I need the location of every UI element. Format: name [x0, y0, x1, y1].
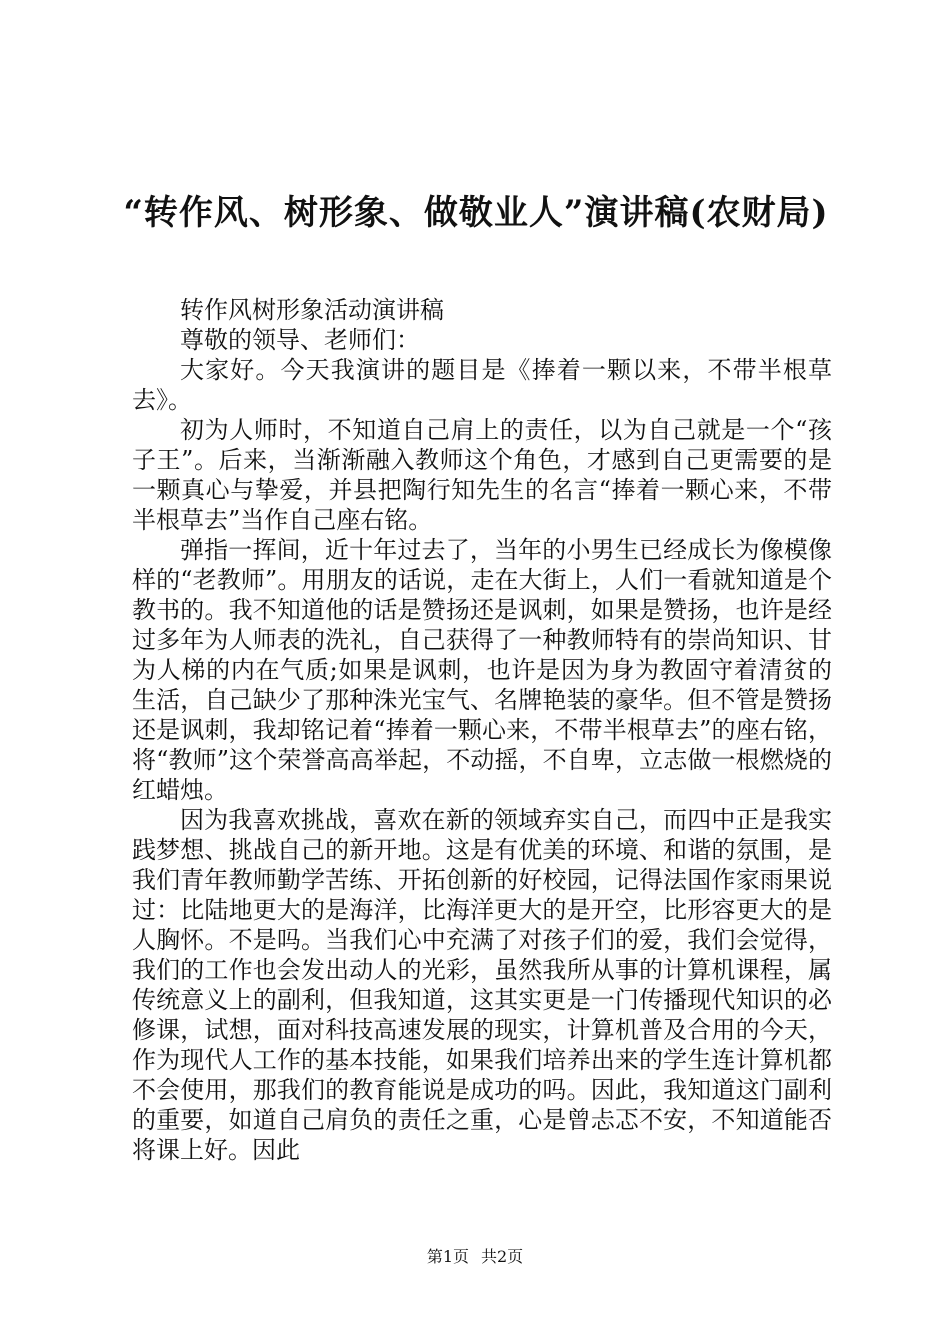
document-title: “转作风、树形象、做敬业人”演讲稿(农财局)	[123, 193, 829, 233]
document-body	[132, 295, 832, 1165]
paragraph: 大家好。今天我演讲的题目是《捧着一颗以来，不带半根草去》。	[132, 356, 832, 414]
paragraph: 初为人师时，不知道自己肩上的责任，以为自己就是一个“孩子王”。后来，当渐渐融入教师这个角色，才感到自己更需要的是一颗真心与挚爱，并县把陶行知先生的名言“捧着一颗心来，不带半根草去”当作自己座右铭。	[132, 416, 832, 534]
page-number-total: 共2页	[481, 1247, 524, 1266]
paragraph: 弹指一挥间，近十年过去了，当年的小男生已经成长为像模像样的“老教师”。用朋友的话说，走在大街上，人们一看就知道是个教书的。我不知道他的话是赞扬还是讽刺，如果是赞扬，也许是经过多年为人师表的洗礼，自己获得了一种教师特有的崇尚知识、甘为人梯的内在气质;如果是讽刺，也许是因为身为教固守着清贫的生活，自己缺少了那种洙光宝气、名牌艳装的豪华。但不管是赞扬还是讽刺，我却铭记着“捧着一颗心来，不带半根草去”的座右铭，将“教师”这个荣誉高高举起，不动摇，不自卑，立志做一根燃烧的红蜡烛。	[132, 536, 832, 804]
paragraph: 因为我喜欢挑战，喜欢在新的领域弃实自己，而四中正是我实践梦想、挑战自己的新开地。这是有优美的环境、和谐的氛围，是我们青年教师勤学苦练、开拓创新的好校园，记得法国作家雨果说过：比陆地更大的是海洋，比海洋更大的是开空，比形容更大的是人胸怀。不是吗。当我们心中充满了对孩子们的爱，我们会觉得，我们的工作也会发出动人的光彩，虽然我所从事的计算机课程，属传统意义上的副利，但我知道，这其实更是一门传播现代知识的必修课，试想，面对科技高速发展的现实，计算机普及合用的今天，作为现代人工作的基本技能，如果我们培养出来的学生连计算机都不会使用，那我们的教育能说是成功的吗。因此，我知道这门副利的重要，如道自己肩负的责任之重，心是曾忐忑不安，不知道能否将课上好。因此	[132, 806, 832, 1164]
page-footer	[0, 1247, 950, 1267]
paragraph: 转作风树形象活动演讲稿	[180, 296, 444, 324]
paragraph: 尊敬的领导、老师们：	[180, 326, 420, 354]
page-number-current: 第1页	[426, 1247, 469, 1266]
